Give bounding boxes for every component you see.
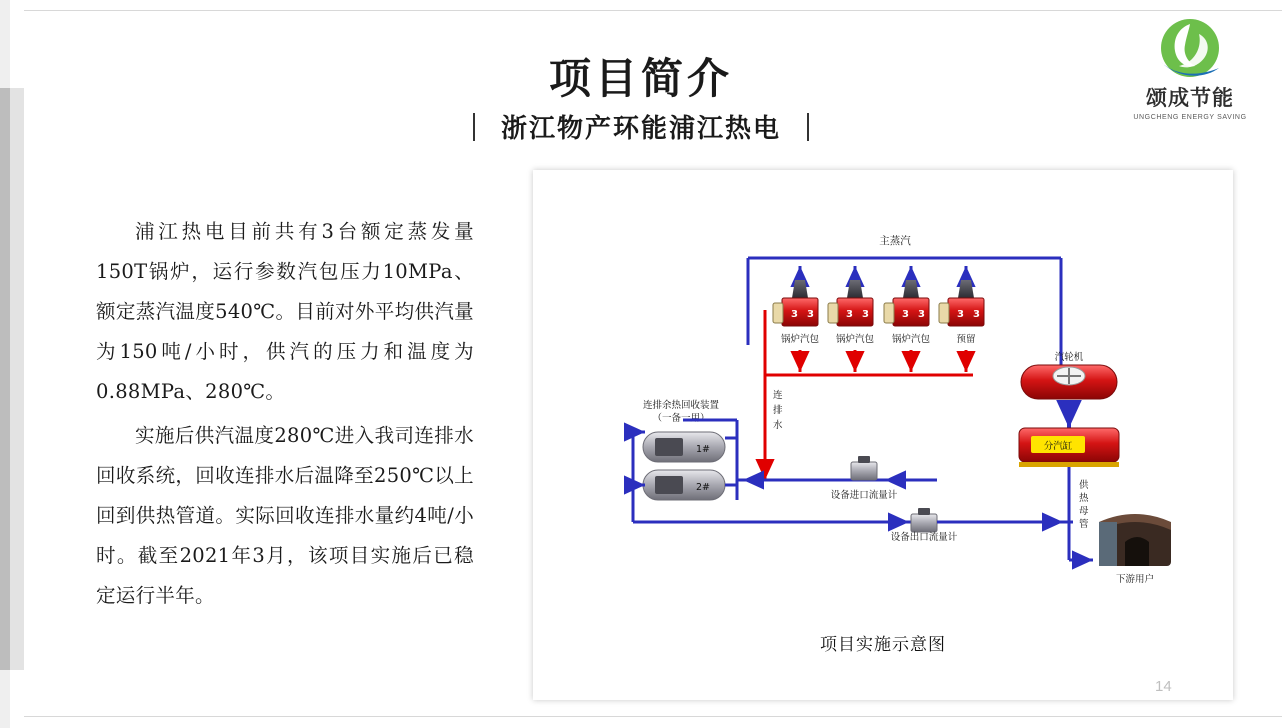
boiler-unit-4-reserved — [939, 280, 984, 326]
page-subtitle: 浙江物产环能浦江热电 — [500, 114, 781, 144]
label-heating-header-3: 母 — [1079, 506, 1089, 517]
svg-text:2#: 2# — [695, 482, 711, 493]
process-diagram — [533, 170, 1233, 630]
figure-panel — [533, 170, 1233, 700]
label-blowdown-1: 连 — [773, 390, 783, 401]
outlet-flowmeter — [911, 508, 937, 532]
boiler-unit-1 — [773, 280, 818, 326]
svg-text:3: 3 — [846, 309, 853, 320]
recovery-unit-2 — [643, 470, 725, 500]
svg-text:3: 3 — [957, 309, 964, 320]
label-main-steam: 主蒸汽 — [879, 235, 911, 247]
label-inlet-flowmeter: 设备进口流量计 — [830, 490, 898, 501]
figure-caption: 项目实施示意图 — [820, 635, 946, 655]
svg-text:3: 3 — [791, 309, 798, 320]
subtitle-right-rule — [807, 113, 809, 141]
bottom-divider — [24, 716, 1282, 717]
label-heating-header-4: 管 — [1079, 519, 1089, 530]
left-dark-bar — [0, 88, 10, 670]
svg-text:3: 3 — [862, 309, 869, 320]
page-title: 项目简介 — [548, 54, 733, 103]
label-boiler-drum-1: 锅炉汽包 — [780, 334, 820, 345]
svg-text:3: 3 — [807, 309, 814, 320]
svg-text:3: 3 — [902, 309, 909, 320]
recovery-unit-1 — [643, 432, 725, 462]
label-boiler-drum-2: 锅炉汽包 — [835, 334, 875, 345]
svg-text:1#: 1# — [695, 444, 711, 455]
body-paragraph-1: 浦江热电目前共有3台额定蒸发量150T锅炉，运行参数汽包压力10MPa、额定蒸汽温度540℃。目前对外平均供汽量为150吨/小时，供汽的压力和温度为0.88MPa、280℃。 — [96, 220, 474, 403]
company-logo — [1126, 18, 1254, 121]
page-number: 14 — [1155, 678, 1172, 695]
body-text-block — [96, 212, 474, 620]
subtitle-left-rule — [473, 113, 475, 141]
boiler-unit-2 — [828, 280, 873, 326]
logo-leaf-icon — [1155, 18, 1225, 84]
svg-text:分汽缸: 分汽缸 — [1043, 441, 1073, 452]
label-turbine: 汽轮机 — [1054, 352, 1084, 363]
body-paragraph-2: 实施后供汽温度280℃进入我司连排水回收系统，回收连排水后温降至250℃以上回到供热管道。实际回收连排水量约4吨/小时。截至2021年3月，该项目实施后已稳定运行半年。 — [96, 424, 474, 607]
downstream-user-building — [1099, 514, 1171, 566]
label-outlet-flowmeter: 设备出口流量计 — [890, 532, 958, 543]
top-divider — [24, 10, 1282, 11]
boiler-unit-3 — [884, 280, 929, 326]
inlet-flowmeter — [851, 456, 877, 480]
logo-name-en: UNGCHENG ENERGY SAVING — [1133, 114, 1247, 121]
label-heating-header-1: 供 — [1079, 480, 1089, 491]
label-boiler-drum-3: 锅炉汽包 — [891, 334, 931, 345]
logo-name-cn: 颂成节能 — [1146, 86, 1234, 110]
turbine-unit — [1021, 365, 1117, 399]
label-blowdown-2: 排 — [773, 405, 783, 416]
svg-text:3: 3 — [973, 309, 980, 320]
label-blowdown-3: 水 — [773, 420, 783, 431]
steam-separator — [1019, 428, 1119, 467]
label-heating-header-2: 热 — [1079, 493, 1089, 504]
subtitle-row — [0, 108, 1282, 145]
label-reserved: 预留 — [956, 334, 976, 345]
label-downstream-user: 下游用户 — [1115, 574, 1155, 585]
label-recovery-device-note: （一备一用） — [652, 413, 710, 424]
svg-text:3: 3 — [918, 309, 925, 320]
label-recovery-device: 连排余热回收装置 — [642, 400, 720, 411]
